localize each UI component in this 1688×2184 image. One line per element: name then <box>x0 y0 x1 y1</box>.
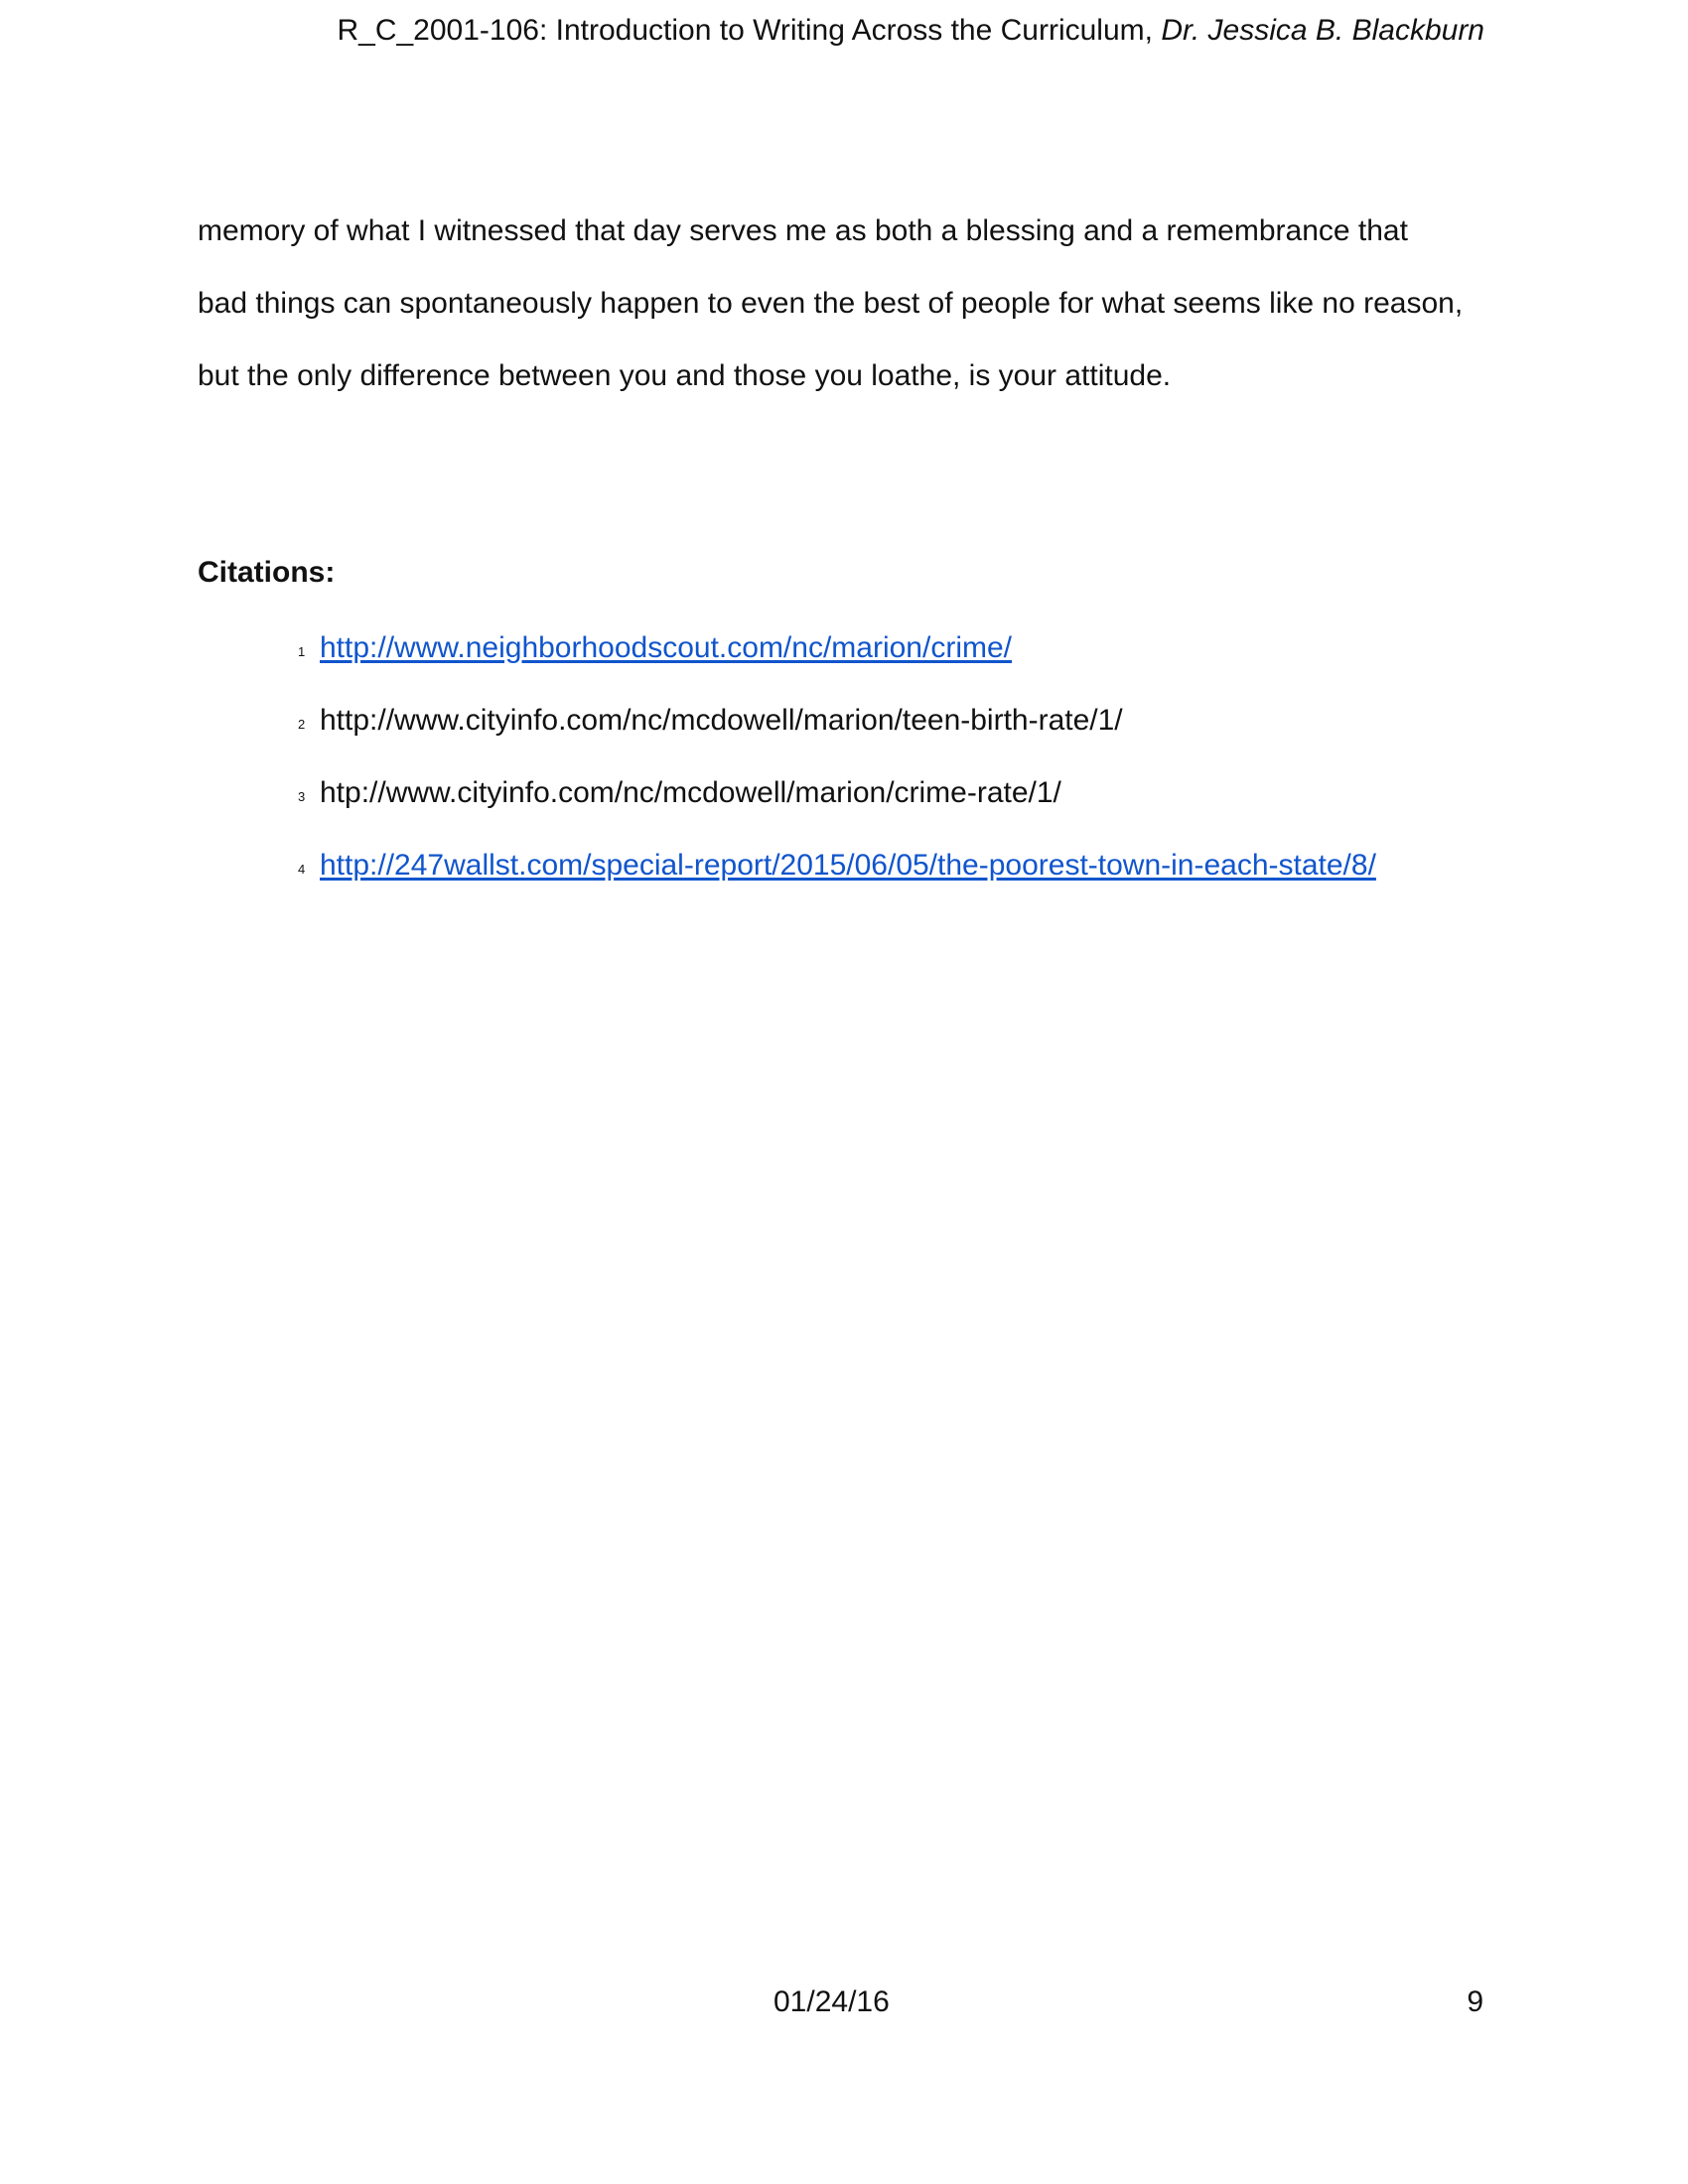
body-paragraph <box>198 195 1508 412</box>
header-course: R_C_2001-106: Introduction to Writing Across the Curriculum, <box>337 14 1162 47</box>
citation-number: 3 <box>298 789 306 804</box>
body-line: memory of what I witnessed that day serves me as both a blessing and a remembrance that <box>198 214 1408 247</box>
citation-number: 2 <box>298 717 306 732</box>
citation-number: 1 <box>298 644 306 659</box>
header-instructor: Dr. Jessica B. Blackburn <box>1161 14 1484 47</box>
citations-list <box>298 626 1376 916</box>
page-number: 9 <box>1467 1985 1483 2018</box>
citation-link[interactable]: http://247wallst.com/special-report/2015/06/05/the-poorest-town-in-each-state/8/ <box>320 849 1376 882</box>
footer-date: 01/24/16 <box>774 1985 890 2018</box>
citation-item <box>298 771 1376 844</box>
citation-item <box>298 626 1376 699</box>
citation-text: htp://www.cityinfo.com/nc/mcdowell/marion/crime-rate/1/ <box>320 776 1061 809</box>
body-line: bad things can spontaneously happen to even the best of people for what seems like no reason, <box>198 287 1464 320</box>
citation-link[interactable]: http://www.neighborhoodscout.com/nc/marion/crime/ <box>320 631 1012 664</box>
citations-heading: Citations: <box>198 556 336 589</box>
citation-item <box>298 844 1376 916</box>
body-line: but the only difference between you and those you loathe, is your attitude. <box>198 359 1172 392</box>
citation-item <box>298 699 1376 771</box>
citation-number: 4 <box>298 862 306 877</box>
page-header <box>337 14 1484 48</box>
citation-text: http://www.cityinfo.com/nc/mcdowell/marion/teen-birth-rate/1/ <box>320 704 1123 737</box>
